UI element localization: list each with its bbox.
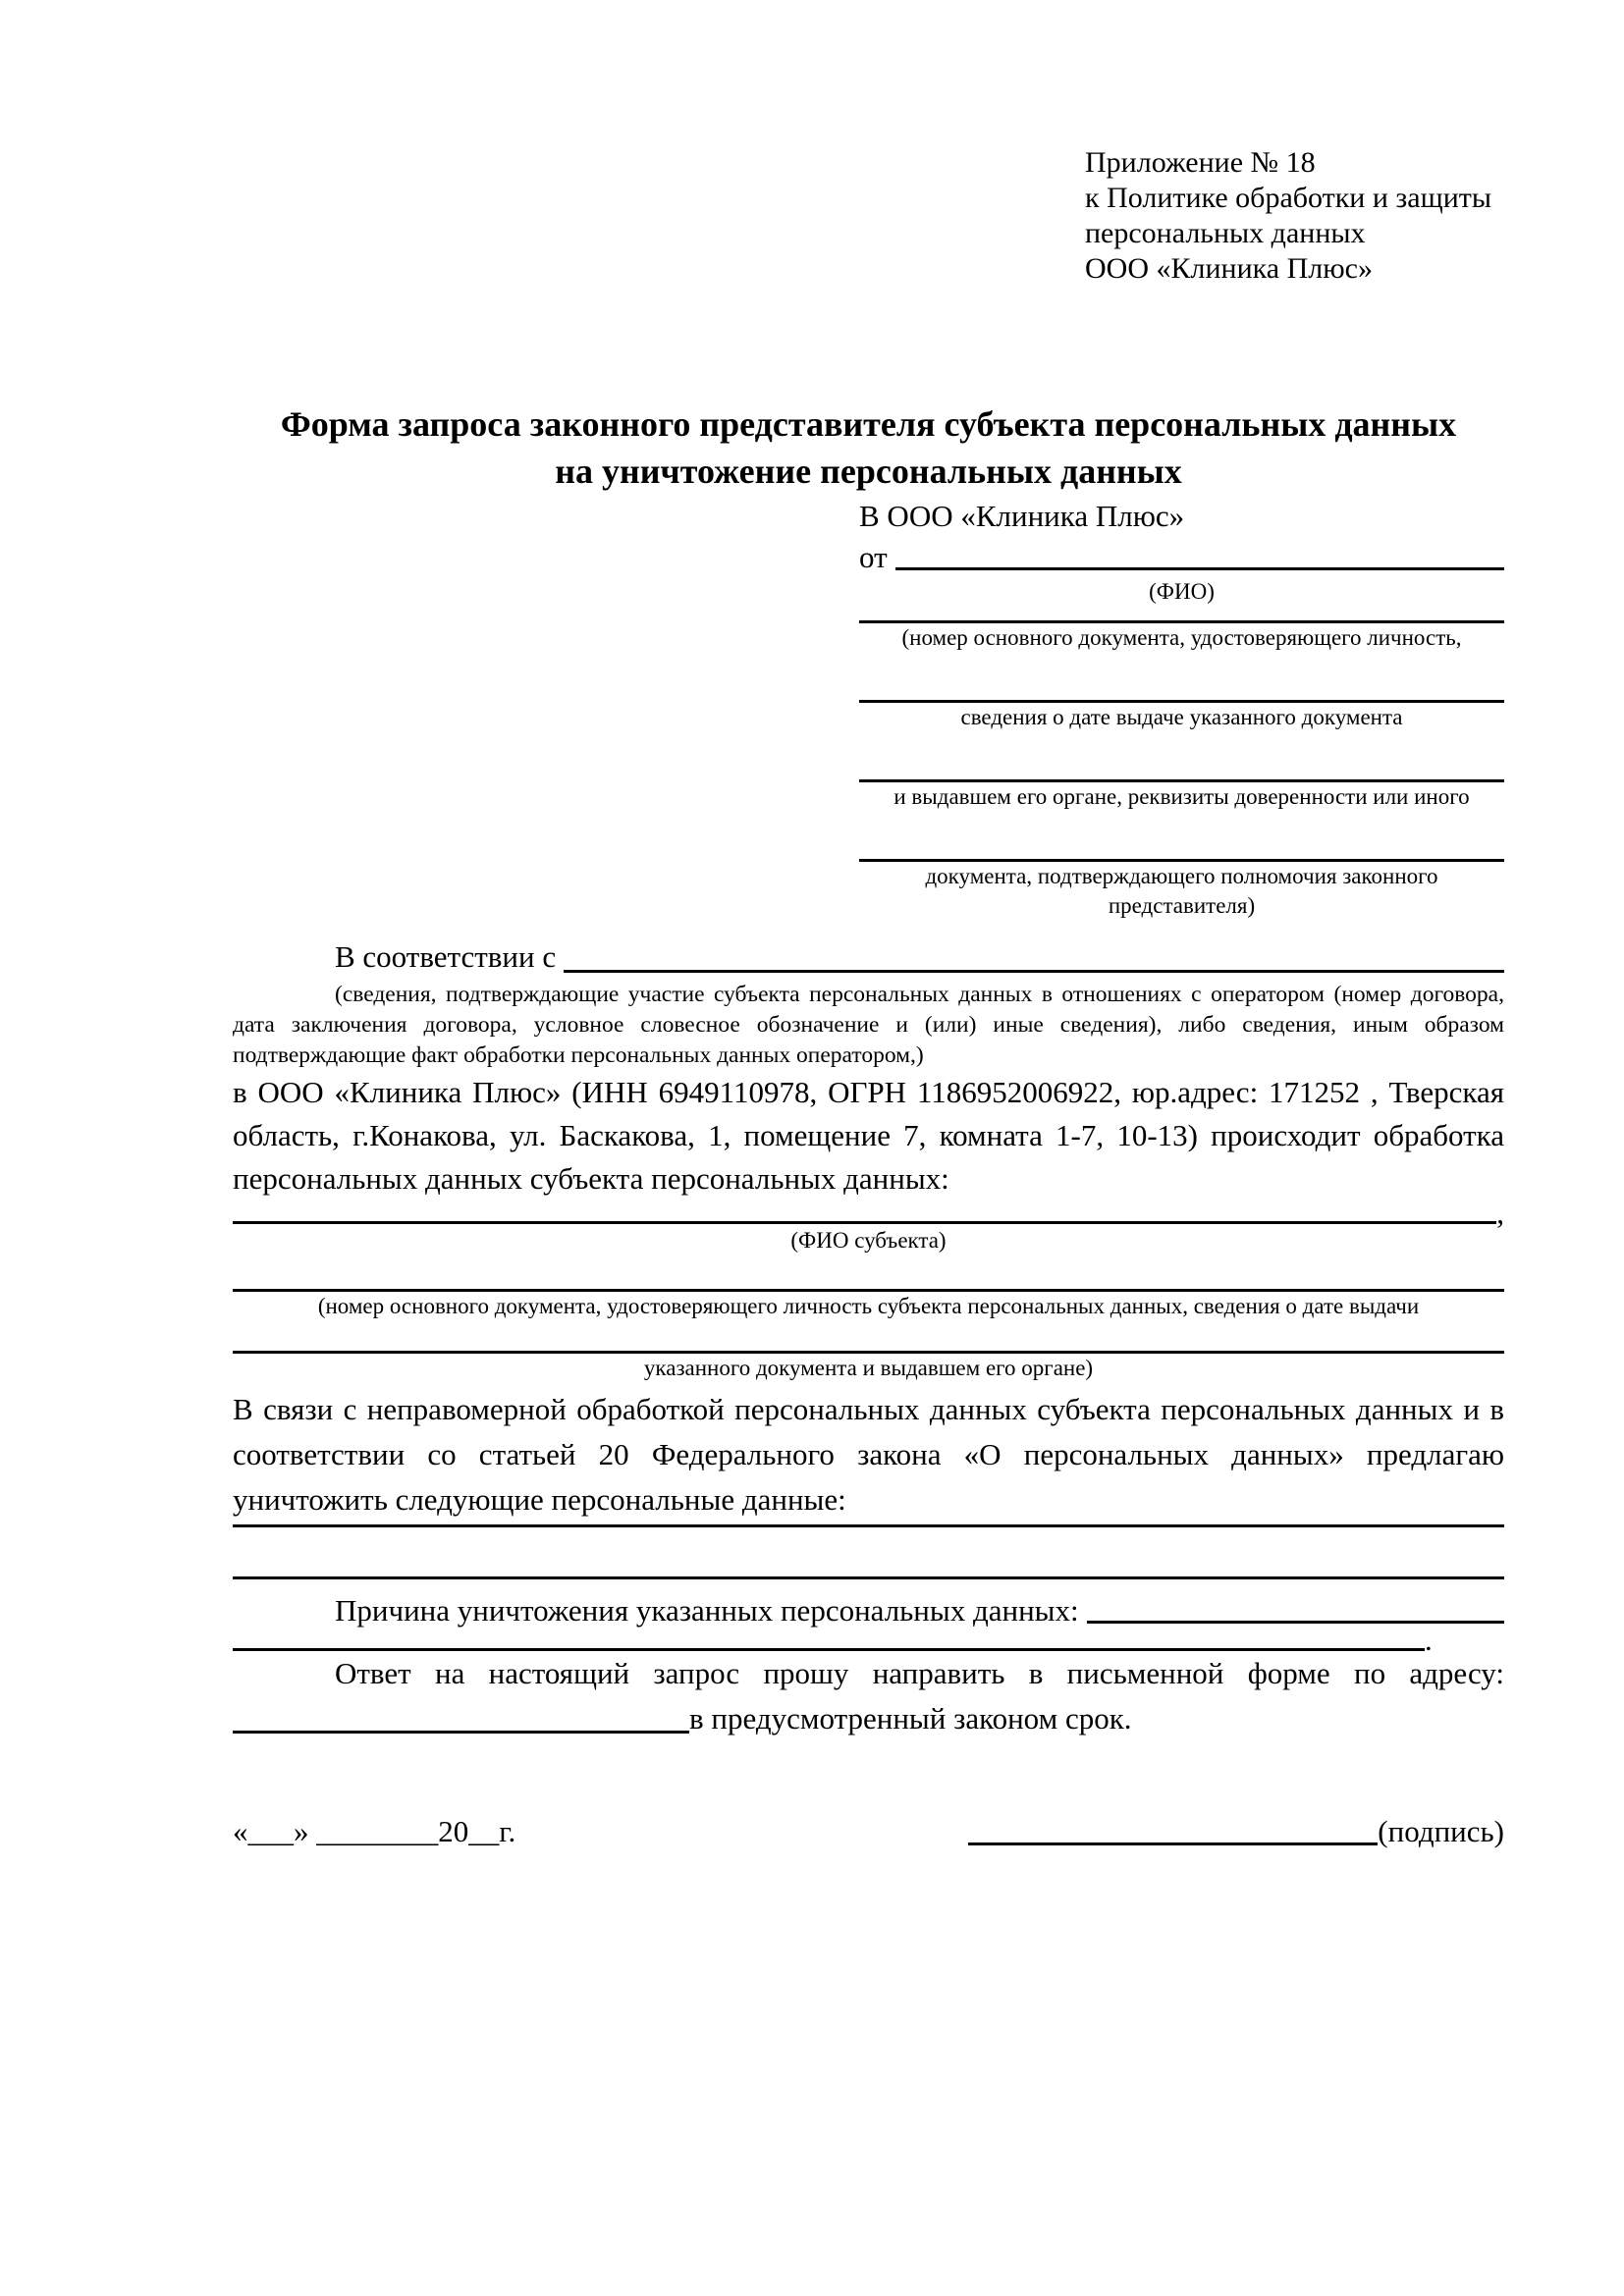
caption-subject-fio: (ФИО субъекта) — [790, 1228, 947, 1253]
form-title-line-2: на уничтожение персональных данных — [555, 452, 1182, 491]
caption-doc-3: и выдавшем его органе, реквизиты доверенности или иного — [893, 784, 1470, 809]
caption-fio: (ФИО) — [1149, 579, 1215, 604]
caption-subject-doc-1: (номер основного документа, удостоверяющего личность субъекта персональных данных, сведения о дате выдачи — [317, 1294, 1420, 1318]
from-label: от — [859, 540, 888, 574]
addressee-to-line: В ООО «Клиника Плюс» — [859, 499, 1185, 533]
subject-fio-input-line[interactable] — [233, 1201, 1496, 1224]
accordance-note: (сведения, подтверждающие участие субъекта персональных данных в отношениях с оператором (номер договора, дата заключения договора, условное словесное обозначение и (или) иные сведения), либо сведения, иным образом подтверждающие факт обработки персональных данных оператором,) — [233, 982, 1504, 1068]
footer-spacer — [515, 1810, 968, 1853]
reason-input-line-2[interactable] — [233, 1632, 1425, 1651]
date-blank[interactable]: «___» ________20__г. — [233, 1814, 516, 1848]
from-row — [859, 538, 1504, 577]
representative-doc-input-line-4[interactable] — [859, 831, 1504, 862]
address-input-line[interactable] — [233, 1696, 689, 1734]
footer-row — [233, 1810, 1504, 1853]
answer-suffix: в предусмотренный законом срок. — [689, 1701, 1132, 1735]
paragraph-indent — [233, 1589, 335, 1632]
representative-doc-input-line-3[interactable] — [859, 752, 1504, 782]
representative-doc-input-line-2[interactable] — [859, 672, 1504, 703]
accordance-row — [233, 934, 1504, 980]
representative-fio-input-line[interactable] — [895, 538, 1504, 570]
data-to-destroy-input-line-1[interactable] — [233, 1522, 1504, 1527]
operator-paragraph: в ООО «Клиника Плюс» (ИНН 6949110978, ОГРН 1186952006922, юр.адрес: 171252 , Тверская область, г.Конакова, ул. Баскакова, 1, помещение 7, комната 1-7, 10-13) происходит обработка персональных данных субъекта персональных данных: — [233, 1075, 1504, 1196]
caption-doc-1: (номер основного документа, удостоверяющего личность, — [901, 625, 1462, 650]
header-note-line-3: персональных данных — [1085, 217, 1366, 249]
answer-address-row — [233, 1696, 1504, 1741]
reason-period: . — [1425, 1623, 1433, 1657]
request-paragraph: В связи с неправомерной обработкой персональных данных субъекта персональных данных и в соответствии со статьей 20 Федерального закона «О персональных данных» предлагаю уничтожить следующие персональные данные: — [233, 1392, 1504, 1517]
header-note-line-2: к Политике обработки и защиты — [1085, 182, 1492, 214]
reason-input-line[interactable] — [1087, 1589, 1504, 1624]
subject-fio-row — [233, 1196, 1504, 1230]
header-note-line-1: Приложение № 18 — [1085, 146, 1316, 179]
reason-label: Причина уничтожения указанных персональных данных: — [335, 1593, 1079, 1628]
subject-doc-input-line-1[interactable] — [233, 1263, 1504, 1292]
caption-subject-doc-2: указанного документа и выдавшем его органе) — [643, 1356, 1094, 1380]
form-title-line-1: Форма запроса законного представителя субъекта персональных данных — [280, 404, 1457, 444]
caption-doc-4: документа, подтверждающего полномочия законного представителя) — [925, 864, 1438, 918]
subject-fio-comma: , — [1496, 1196, 1504, 1230]
signature-caption: (подпись) — [1378, 1814, 1504, 1848]
header-note-line-4: ООО «Клиника Плюс» — [1085, 252, 1373, 285]
signature-input-line[interactable] — [968, 1810, 1378, 1845]
reason-row — [233, 1589, 1504, 1632]
reason-continuation-row — [233, 1623, 1504, 1657]
addressee-block — [859, 495, 1504, 921]
data-to-destroy-input-line-2[interactable] — [233, 1551, 1504, 1579]
accordance-input-line[interactable] — [564, 934, 1504, 973]
representative-doc-input-line-1[interactable] — [859, 607, 1504, 623]
subject-doc-input-line-2[interactable] — [233, 1325, 1504, 1354]
paragraph-indent — [233, 934, 335, 980]
answer-paragraph: Ответ на настоящий запрос прошу направить в письменной форме по адресу: — [335, 1656, 1504, 1690]
caption-doc-2: сведения о дате выдаче указанного документа — [960, 705, 1403, 729]
form-title — [233, 400, 1504, 495]
header-note — [1085, 145, 1504, 287]
accordance-label: В соответствии с — [335, 939, 557, 974]
